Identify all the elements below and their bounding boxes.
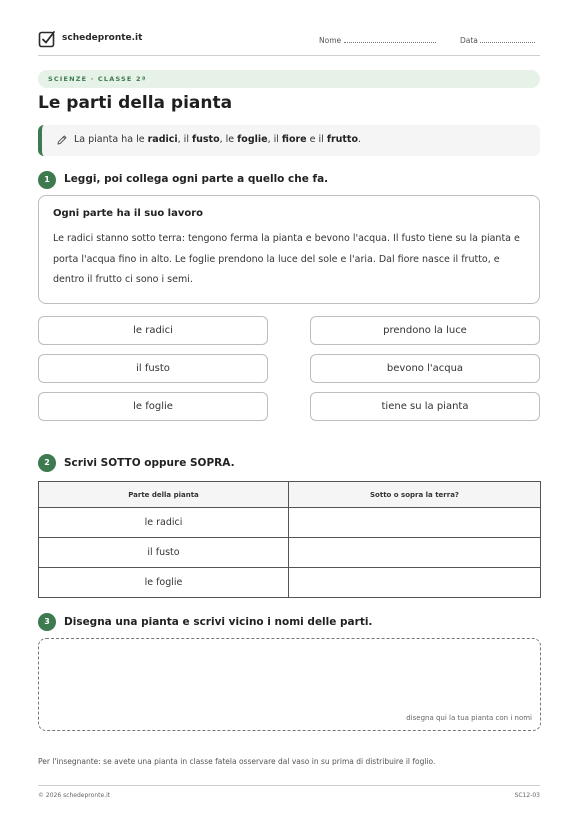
date-label: Data [460, 36, 478, 45]
worksheet-header [38, 30, 540, 56]
reading-text: Le radici stanno sotto terra: tengono ferma la pianta e bevono l'acqua. Il fusto tiene su la pianta e porta l'acqua fino in alto. Le foglie prendono la luce del sole e l'aria. Dal fiore nasce il frutto, e dentro il frutto ci sono i semi. [53, 233, 520, 285]
match-left-item[interactable]: le foglie [38, 392, 268, 421]
page-title: Le parti della pianta [38, 93, 233, 113]
question-2-text: Scrivi SOTTO oppure SOPRA. [64, 457, 235, 469]
pencil-icon [56, 134, 68, 146]
reading-title: Ogni parte ha il suo lavoro [53, 208, 204, 219]
answer-cell[interactable] [289, 538, 541, 568]
table-row [39, 538, 541, 568]
match-left-item[interactable]: il fusto [38, 354, 268, 383]
brand-name: schedepronte.it [62, 33, 143, 43]
table-row [39, 508, 541, 538]
checkbox-logo-icon [38, 30, 56, 48]
table-cell-part: le radici [39, 508, 289, 538]
subject-badge: SCIENZE · CLASSE 2ª [38, 70, 540, 88]
table-row [39, 568, 541, 598]
intro-text: La pianta ha le radici, il fusto, le foglie, il fiore e il frutto. [74, 134, 362, 145]
question-number-1: 1 [38, 171, 56, 189]
table-header-row [39, 482, 541, 508]
match-right-item[interactable]: tiene su la pianta [310, 392, 540, 421]
question-1-text: Leggi, poi collega ogni parte a quello che fa. [64, 173, 329, 185]
date-line [480, 35, 535, 43]
answer-table [38, 481, 541, 598]
name-field[interactable] [319, 35, 436, 45]
intro-callout [38, 125, 540, 156]
drawing-hint: disegna qui la tua pianta con i nomi [406, 714, 532, 722]
match-right-item[interactable]: bevono l'acqua [310, 354, 540, 383]
teacher-note: Per l'insegnante: se avete una pianta in classe fatela osservare dal vaso in su prima di distribuire il foglio. [38, 757, 436, 766]
sheet-code: SC12-03 [514, 792, 540, 799]
answer-cell[interactable] [289, 568, 541, 598]
question-number-2: 2 [38, 454, 56, 472]
match-left-item[interactable]: le radici [38, 316, 268, 345]
table-cell-part: le foglie [39, 568, 289, 598]
date-field[interactable] [460, 35, 535, 45]
copyright-text: © 2026 schedepronte.it [38, 792, 111, 799]
column-header: Parte della pianta [39, 482, 289, 508]
name-label: Nome [319, 36, 342, 45]
reading-box [38, 195, 540, 304]
name-line [344, 35, 436, 43]
question-number-3: 3 [38, 613, 56, 631]
question-3-text: Disegna una pianta e scrivi vicino i nomi delle parti. [64, 616, 373, 628]
column-header: Sotto o sopra la terra? [289, 482, 541, 508]
match-right-item[interactable]: prendono la luce [310, 316, 540, 345]
answer-cell[interactable] [289, 508, 541, 538]
drawing-area[interactable] [38, 638, 541, 731]
table-cell-part: il fusto [39, 538, 289, 568]
page-footer [38, 785, 540, 799]
